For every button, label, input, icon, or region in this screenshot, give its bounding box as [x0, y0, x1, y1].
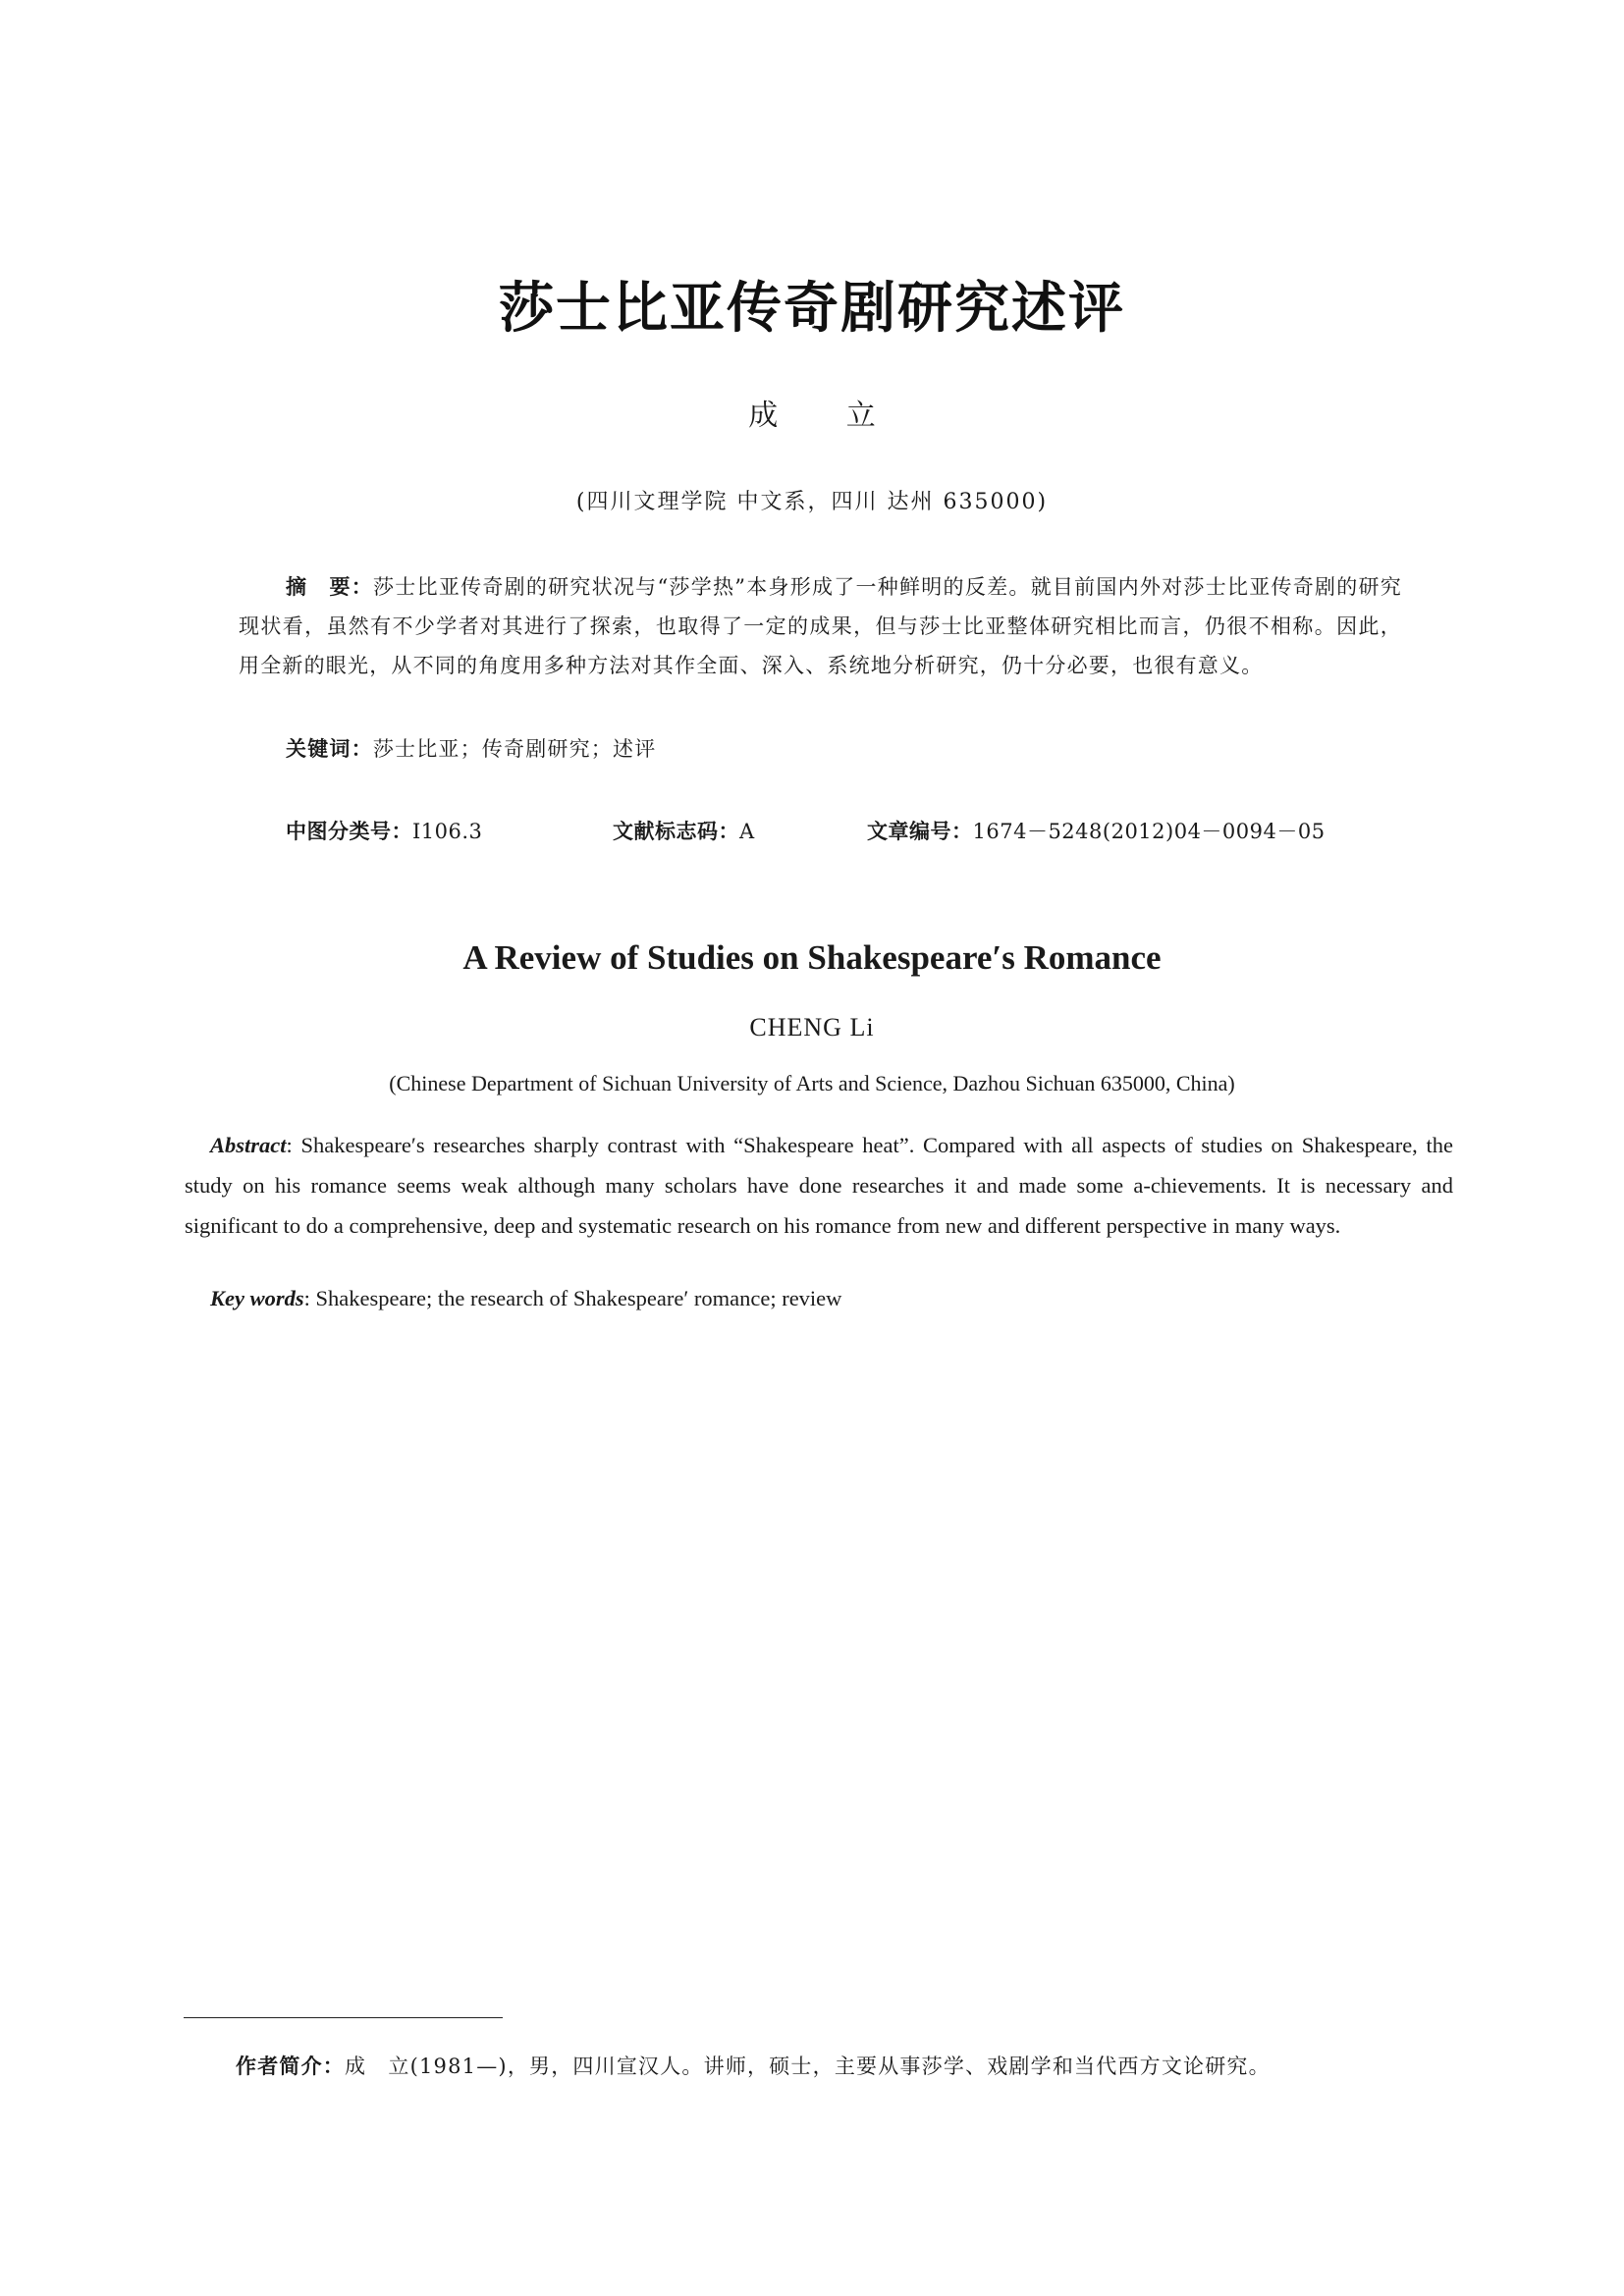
english-keywords-separator: :: [303, 1286, 316, 1310]
english-abstract: [185, 1125, 1453, 1246]
chinese-affiliation: (四川文理学院 中文系，四川 达州 635000): [575, 490, 1049, 514]
chinese-keywords: [286, 733, 656, 763]
author-footnote-label: 作者简介：: [236, 2055, 345, 2078]
english-title: A Review of Studies on Shakespeare′s Romance: [462, 938, 1162, 977]
author-footnote: [236, 2051, 1271, 2080]
english-abstract-text: Shakespeare′s researches sharply contrast with “Shakespeare heat”. Compared with all aspects of studies on Shakespeare, the study on his romance seems weak although many scholars have done researches it and made some a-chievements. It is necessary and significant to do a comprehensive, deep and systematic research on his romance from new and different perspective in many ways.: [185, 1133, 1453, 1238]
clc-value: I106.3: [412, 820, 483, 843]
document-code-value: A: [739, 820, 755, 843]
chinese-author: 成 立: [748, 399, 905, 433]
chinese-keywords-text: 莎士比亚；传奇剧研究；述评: [372, 737, 657, 761]
document-code: [613, 816, 755, 845]
clc-number: [286, 816, 482, 845]
article-number-value: 1674－5248(2012)04－0094－05: [972, 820, 1326, 843]
english-keywords: [210, 1286, 841, 1311]
chinese-keywords-label: 关键词：: [286, 737, 373, 761]
footnote-divider: [184, 2017, 503, 2018]
document-code-label: 文献标志码：: [613, 820, 739, 843]
english-abstract-label: Abstract: [210, 1133, 287, 1157]
author-footnote-text: 成 立(1981—)，男，四川宣汉人。讲师，硕士，主要从事莎学、戏剧学和当代西方文论研究。: [345, 2055, 1271, 2078]
chinese-abstract-label: 摘 要：: [286, 575, 374, 599]
chinese-abstract-paragraph: [239, 567, 1402, 685]
clc-label: 中图分类号：: [286, 820, 412, 843]
chinese-abstract-text: 莎士比亚传奇剧的研究状况与“莎学热”本身形成了一种鲜明的反差。就目前国内外对莎士比亚传奇剧的研究现状看，虽然有不少学者对其进行了探索，也取得了一定的成果，但与莎士比亚整体研究相比而言，仍很不相称。因此，用全新的眼光，从不同的角度用多种方法对其作全面、深入、系统地分析研究，仍十分必要，也很有意义。: [239, 575, 1402, 677]
english-keywords-label: Key words: [210, 1286, 304, 1310]
english-keywords-text: Shakespeare; the research of Shakespeare′ romance; review: [315, 1286, 842, 1310]
english-author: CHENG Li: [749, 1013, 875, 1041]
chinese-title: 莎士比亚传奇剧研究述评: [499, 277, 1125, 341]
article-number-label: 文章编号：: [867, 820, 973, 843]
english-abstract-separator: :: [286, 1133, 301, 1157]
english-affiliation: (Chinese Department of Sichuan University of Arts and Science, Dazhou Sichuan 635000, China): [389, 1071, 1235, 1095]
article-number: [867, 816, 1326, 845]
chinese-abstract: [239, 567, 1402, 685]
english-abstract-paragraph: [185, 1125, 1453, 1246]
